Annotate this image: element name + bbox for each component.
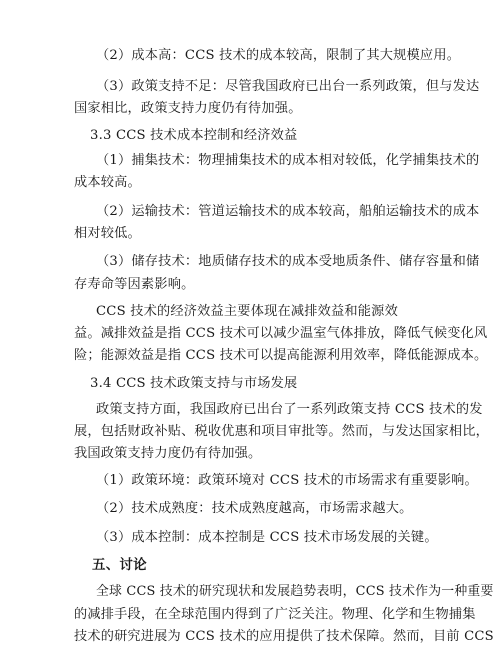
text-line: （3）政策支持不足：尽管我国政府已出台一系列政策，但与发达 (96, 79, 480, 94)
text-line: 我国政策支持力度仍有待加强。 (74, 446, 262, 461)
text-line: 相对较低。 (74, 226, 141, 241)
text-line: 全球 CCS 技术的研究现状和发展趋势表明，CCS 技术作为一种重要 (96, 584, 494, 599)
chapter-heading: 五、讨论 (92, 557, 147, 573)
text-line: 存寿命等因素影响。 (74, 277, 195, 292)
section-heading: 3.4 CCS 技术政策支持与市场发展 (90, 376, 298, 391)
text-line: 险；能源效益是指 CCS 技术可以提高能源利用效率，降低能源成本。 (74, 348, 488, 363)
text-line: 政策支持方面，我国政府已出台了一系列政策支持 CCS 技术的发 (96, 402, 483, 417)
text-line: （1）政策环境：政策环境对 CCS 技术的市场需求有重要影响。 (96, 473, 478, 488)
section-heading: 3.3 CCS 技术成本控制和经济效益 (90, 128, 298, 143)
text-line: （3）成本控制：成本控制是 CCS 技术市场发展的关键。 (96, 530, 438, 545)
text-line: （2）成本高：CCS 技术的成本较高，限制了其大规模应用。 (96, 48, 461, 63)
text-line: （1）捕集技术：物理捕集技术的成本相对较低，化学捕集技术的 (96, 153, 480, 168)
text-line: （2）技术成熟度：技术成熟度越高，市场需求越大。 (96, 501, 413, 516)
text-line: 成本较高。 (74, 175, 141, 190)
text-line: （3）储存技术：地质储存技术的成本受地质条件、储存容量和储 (96, 254, 480, 269)
text-line: 展，包括财政补贴、税收优惠和项目审批等。然而，与发达国家相比， (74, 424, 490, 439)
text-line: 益。减排效益是指 CCS 技术可以减少温室气体排放，降低气候变化风 (74, 326, 488, 341)
text-line: 国家相比，政策支持力度仍有待加强。 (74, 101, 302, 116)
text-line: 技术的研究进展为 CCS 技术的应用提供了技术保障。然而，目前 CCS (74, 629, 494, 644)
text-line: （2）运输技术：管道运输技术的成本较高，船舶运输技术的成本 (96, 204, 480, 219)
text-line: CCS 技术的经济效益主要体现在减排效益和能源效 (96, 304, 398, 319)
text-line: 的减排手段，在全球范围内得到了广泛关注。物理、化学和生物捕集 (74, 607, 476, 622)
